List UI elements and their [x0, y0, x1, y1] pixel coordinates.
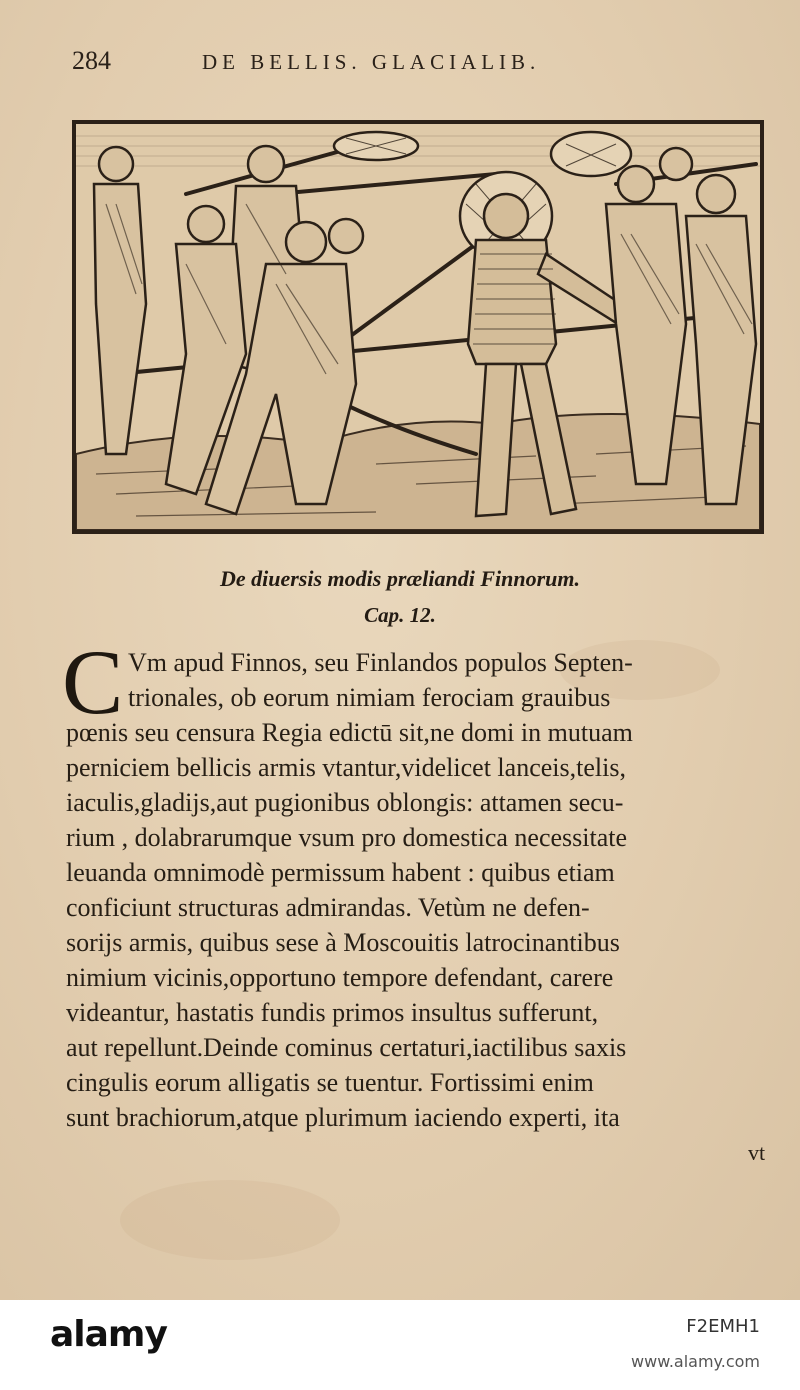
body-line-14: sunt brachiorum,atque plurimum iaciendo experti, ita	[66, 1103, 620, 1132]
woodcut-illustration	[72, 120, 764, 534]
body-line-1: Vm apud Finnos, seu Finlandos populos Septen-	[128, 648, 633, 677]
body-line-13: cingulis eorum alligatis se tuentur. Fortissimi enim	[66, 1068, 594, 1097]
site-url[interactable]: www.alamy.com	[631, 1352, 760, 1371]
illustration-caption: De diuersis modis præliandi Finnorum.	[219, 566, 581, 591]
image-id: F2EMH1	[686, 1316, 760, 1337]
body-line-4: perniciem bellicis armis vtantur,videlicet lanceis,telis,	[66, 753, 626, 782]
drop-cap-initial: C	[62, 631, 124, 733]
chapter-heading: Cap. 12.	[364, 603, 436, 627]
running-head-title: DE BELLIS. GLACIALIB.	[202, 50, 541, 74]
body-line-8: conficiunt structuras admirandas. Vetùm ne defen-	[66, 893, 590, 922]
alamy-logo[interactable]: alamy	[50, 1314, 167, 1355]
body-line-2: trionales, ob eorum nimiam ferociam grauibus	[128, 683, 611, 712]
woodcut-drawing	[76, 124, 760, 530]
body-line-7: leuanda omnimodè permissum habent : quibus etiam	[66, 858, 615, 887]
running-head	[72, 46, 712, 80]
watermark-footer	[0, 1300, 800, 1390]
body-line-11: videantur, hastatis fundis primos insultus sufferunt,	[66, 998, 599, 1027]
body-line-5: iaculis,gladijs,aut pugionibus oblongis: attamen secu-	[66, 788, 624, 817]
body-line-6: rium , dolabrarumque vsum pro domestica necessitate	[66, 823, 628, 852]
body-line-12: aut repellunt.Deinde cominus certaturi,iactilibus saxis	[66, 1033, 627, 1062]
body-line-3: pœnis seu censura Regia edictū sit,ne domi in mutuam	[66, 718, 633, 747]
page-number: 284	[72, 46, 111, 75]
body-line-9: sorijs armis, quibus sese à Moscouitis latrocinantibus	[66, 928, 620, 957]
catchword: vt	[748, 1140, 766, 1165]
body-line-10: nimium vicinis,opportuno tempore defendant, carere	[66, 963, 614, 992]
paper-stain	[120, 1180, 340, 1260]
